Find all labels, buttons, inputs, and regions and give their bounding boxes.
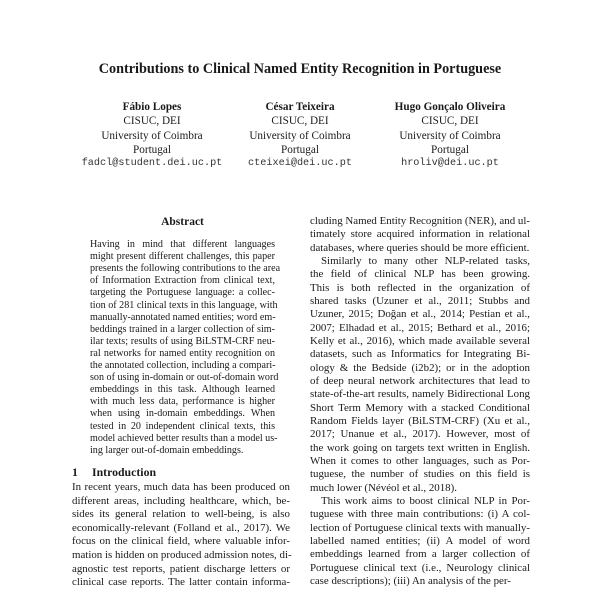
text-line: with much less data, performance is higher bbox=[90, 396, 275, 408]
text-line: databases, where queries should be more efficient. bbox=[310, 241, 530, 254]
text-line: different areas, including healthcare, which, be- bbox=[72, 494, 290, 507]
text-line: Short Term Memory with a stacked Conditional bbox=[310, 401, 530, 414]
text-line: economically-relevant (Folland et al., 2017). We bbox=[72, 521, 290, 534]
author-email[interactable]: fadcl@student.dei.uc.pt bbox=[81, 158, 223, 170]
text-line: When it comes to other languages, such as Por- bbox=[310, 454, 530, 467]
text-line: focus on the clinical field, where valuable infor- bbox=[72, 535, 290, 548]
text-line: In recent years, much data has been produced on bbox=[72, 481, 290, 493]
text-line: 2007; Elhadad et al., 2015; Bethard et al., 2016; bbox=[310, 321, 530, 334]
text-line: clinical case reports. The latter contain informa- bbox=[72, 576, 290, 589]
text-line: of deep neural network architectures that lead to bbox=[310, 374, 530, 387]
text-line: tuguese with three main contributions: (i) A col- bbox=[310, 508, 530, 521]
author-block bbox=[350, 100, 550, 171]
text-line: the work going on targets text written in English. bbox=[310, 441, 530, 454]
author-university: University of Coimbra bbox=[249, 129, 351, 142]
author-name: Hugo Gonçalo Oliveira bbox=[394, 101, 506, 113]
abstract-heading: Abstract bbox=[161, 216, 204, 228]
text-line: manually-annotated named entities; word em- bbox=[90, 311, 276, 323]
text-line: Kelly et al., 2016), which made available several bbox=[310, 334, 530, 347]
author-email[interactable]: cteixei@dei.uc.pt bbox=[248, 158, 352, 170]
section-title: Introduction bbox=[92, 465, 157, 479]
text-line: Portuguese clinical text (i.e., Neurology clinical bbox=[310, 561, 530, 574]
text-line: datasets, such as Informatics for Integrating Bi- bbox=[310, 348, 530, 361]
text-line: targeting the Portuguese language: a collec- bbox=[90, 287, 275, 299]
text-line: shared tasks (Uzuner et al., 2011; Stubbs and bbox=[310, 294, 530, 307]
paper-title: Contributions to Clinical Named Entity Recognition in Portuguese bbox=[98, 61, 502, 77]
author-name: Fábio Lopes bbox=[122, 101, 182, 113]
text-line: Similarly to many other NLP-related tasks, bbox=[321, 254, 530, 267]
text-line: embeddings in this task. Although learned bbox=[90, 384, 275, 396]
text-line: ilar texts; results of using BiLSTM-CRF neu- bbox=[90, 335, 275, 347]
text-line: presents the following contributions to the area bbox=[90, 263, 281, 275]
author-country: Portugal bbox=[133, 143, 171, 156]
text-line: ral networks for named entity recognition on bbox=[90, 347, 275, 359]
author-email[interactable]: hroliv@dei.uc.pt bbox=[401, 158, 499, 170]
text-line: the field of clinical NLP has been growing. bbox=[310, 268, 530, 281]
text-line: much lower (Névéol et al., 2018). bbox=[310, 481, 457, 494]
text-line: This is both reflected in the organization of bbox=[310, 281, 530, 294]
author-affiliation: CISUC, DEI bbox=[271, 115, 329, 128]
text-line: case descriptions); (iii) An analysis of the per- bbox=[310, 574, 511, 587]
author-country: Portugal bbox=[281, 143, 319, 156]
text-line: tuguese, the number of studies on this field is bbox=[310, 468, 530, 481]
text-line: beddings trained in a larger collection of sim- bbox=[90, 323, 275, 335]
text-line: of Information Extraction from clinical text, bbox=[90, 275, 275, 287]
author-university: University of Coimbra bbox=[101, 129, 203, 142]
text-line: Having in mind that different languages bbox=[90, 239, 275, 250]
text-line: model achieved better results than a model us- bbox=[90, 432, 278, 444]
text-line: state-of-the-art results, namely Bidirectional Long bbox=[310, 388, 530, 401]
section-heading-introduction bbox=[72, 465, 156, 480]
text-line: might present different challenges, this paper bbox=[90, 251, 275, 263]
author-university: University of Coimbra bbox=[399, 129, 501, 142]
text-line: embeddings learned from a larger collection of bbox=[310, 548, 530, 561]
text-line: sides its general relation to well-being, is also bbox=[72, 508, 290, 521]
text-line: labelled named entities; (ii) A model of word bbox=[310, 534, 530, 547]
text-line: timately store acquired information in relational bbox=[310, 228, 530, 241]
text-line: lection of Portuguese clinical texts with manually- bbox=[310, 521, 530, 534]
text-line: ology & the Bedside (i2b2); or in the adoption bbox=[310, 361, 530, 374]
text-line: Random Fields layer (BiLSTM-CRF) (Xu et al., bbox=[310, 414, 530, 427]
text-line: son of using in-domain or out-of-domain word bbox=[90, 372, 279, 384]
text-line: the annotated collection, including a compari- bbox=[90, 360, 276, 371]
text-line: 2017; Unanue et al., 2017). However, most of bbox=[310, 428, 530, 441]
text-line: ing larger out-of-domain embeddings. bbox=[90, 444, 244, 456]
author-country: Portugal bbox=[431, 143, 469, 156]
text-line: tion of 281 clinical texts in this language, with bbox=[90, 299, 278, 311]
text-line: cluding Named Entity Recognition (NER), and ul- bbox=[310, 215, 530, 227]
text-line: This work aims to boost clinical NLP in Por- bbox=[321, 494, 530, 507]
author-affiliation: CISUC, DEI bbox=[421, 115, 479, 128]
text-line: agnostic test reports, patient discharge letters or bbox=[72, 562, 290, 575]
section-number: 1 bbox=[72, 465, 78, 479]
author-affiliation: CISUC, DEI bbox=[123, 115, 181, 128]
author-name: César Teixeira bbox=[265, 101, 335, 113]
text-line: Uzuner, 2015; Doğan et al., 2014; Pestian et al., bbox=[310, 308, 530, 321]
text-line: tested in 20 independent clinical texts, this bbox=[90, 420, 275, 432]
text-line: mation is hidden on produced admission notes, di- bbox=[72, 549, 292, 561]
text-line: when using in-domain embeddings. When bbox=[90, 408, 275, 420]
